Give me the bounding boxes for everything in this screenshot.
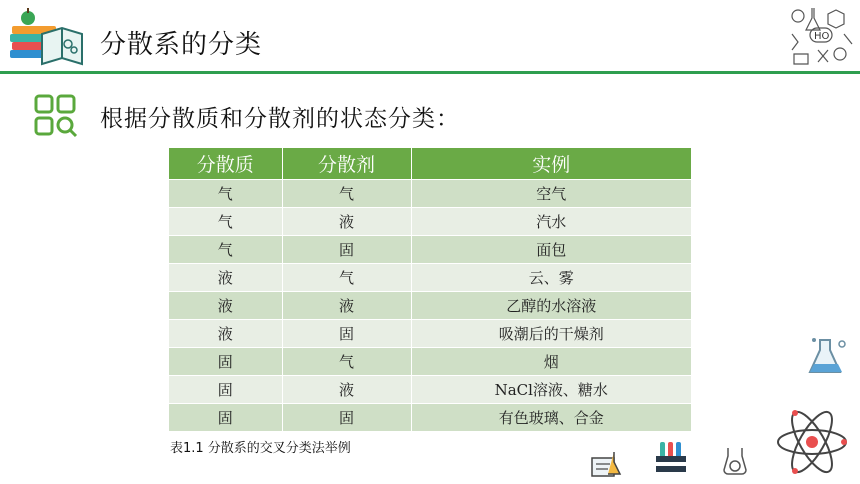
table-cell: 面包 — [411, 236, 691, 264]
page-title: 分散系的分类 — [100, 30, 263, 60]
section-subtitle: 根据分散质和分散剂的状态分类： — [100, 106, 460, 132]
table-row — [169, 180, 691, 208]
atom-icon — [774, 404, 850, 484]
table-cell: 有色玻璃、合金 — [411, 404, 691, 432]
flask-icon — [808, 336, 848, 382]
table-row — [169, 376, 691, 404]
table-cell: 液 — [282, 292, 411, 320]
table-cell: 固 — [282, 236, 411, 264]
table-cell: 气 — [282, 180, 411, 208]
test-tube-rack-icon — [654, 440, 688, 480]
table-cell: 液 — [169, 264, 282, 292]
table-cell: NaCl溶液、糖水 — [411, 376, 691, 404]
table-cell: 气 — [169, 208, 282, 236]
table-cell: 云、雾 — [411, 264, 691, 292]
table-row — [169, 320, 691, 348]
table-cell: 固 — [282, 320, 411, 348]
header-divider — [0, 71, 860, 74]
table-row — [169, 208, 691, 236]
table-row — [169, 404, 691, 432]
table-cell: 气 — [282, 264, 411, 292]
table-row — [169, 264, 691, 292]
table-caption: 表1.1 分散系的交叉分类法举例 — [170, 441, 351, 456]
classification-table — [169, 148, 691, 431]
table-cell: 气 — [169, 180, 282, 208]
table-row — [169, 236, 691, 264]
table-cell: 乙醇的水溶液 — [411, 292, 691, 320]
table-cell: 气 — [282, 348, 411, 376]
table-cell: 液 — [282, 376, 411, 404]
table-cell: 汽水 — [411, 208, 691, 236]
table-cell: 固 — [169, 376, 282, 404]
table-header-row — [169, 148, 691, 180]
table-cell: 固 — [282, 404, 411, 432]
table-cell: 固 — [169, 404, 282, 432]
books-apple-icon — [8, 6, 84, 68]
beaker-icon — [722, 446, 748, 480]
table-cell: 固 — [169, 348, 282, 376]
table-cell: 液 — [169, 292, 282, 320]
column-header: 实例 — [411, 148, 691, 180]
grid-search-icon — [34, 94, 78, 138]
column-header: 分散剂 — [282, 148, 411, 180]
table-cell: 气 — [169, 236, 282, 264]
svg-text:HO: HO — [814, 31, 830, 42]
lab-tools-icon — [590, 448, 624, 482]
table-cell: 液 — [169, 320, 282, 348]
column-header: 分散质 — [169, 148, 282, 180]
table-cell: 吸潮后的干燥剂 — [411, 320, 691, 348]
table-cell: 液 — [282, 208, 411, 236]
table-cell: 烟 — [411, 348, 691, 376]
table-cell: 空气 — [411, 180, 691, 208]
table-row — [169, 348, 691, 376]
table-row — [169, 292, 691, 320]
chemistry-doodle-icon — [784, 4, 856, 68]
